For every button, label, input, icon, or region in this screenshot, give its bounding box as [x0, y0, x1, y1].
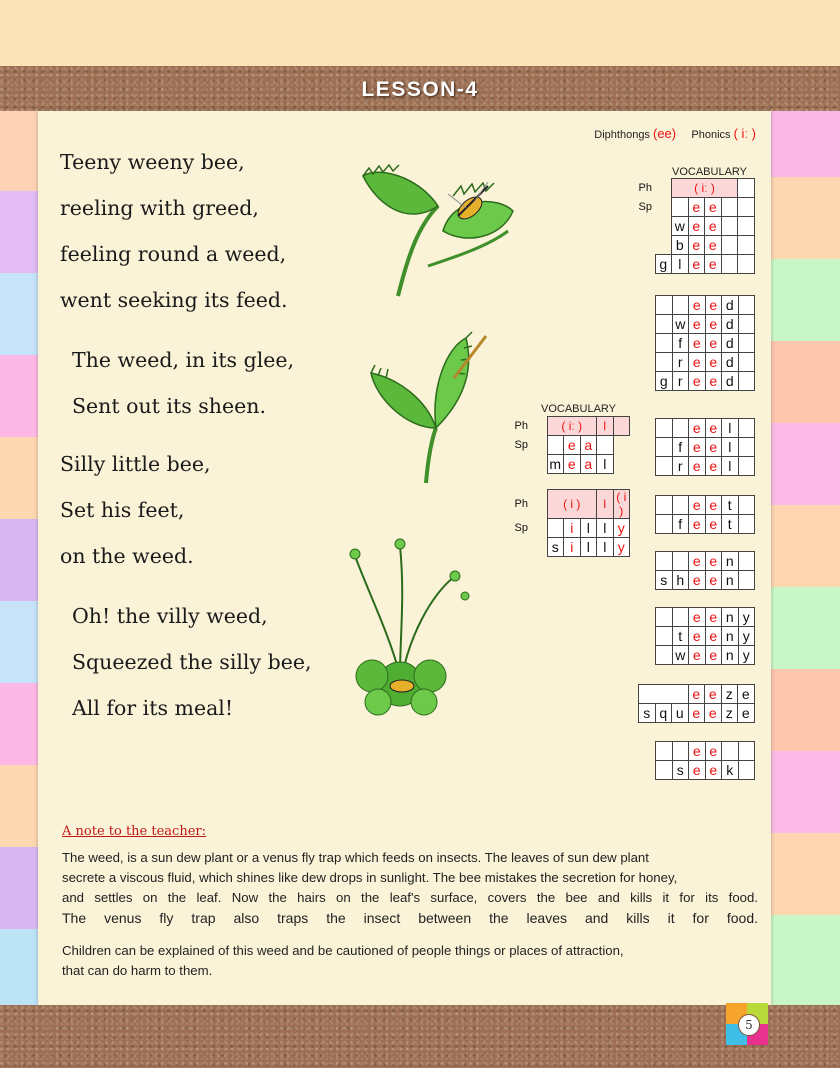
sundew-plant-bee-illustration — [330, 536, 478, 720]
bottom-banner — [0, 1005, 840, 1068]
teacher-note-line: Children can be explained of this weed and be cautioned of people things or places of attraction, — [62, 943, 624, 958]
vocabulary-title: VOCABULARY — [541, 403, 616, 415]
poem-line: Sent out its sheen. — [72, 394, 266, 418]
poem-line: The weed, in its glee, — [72, 348, 295, 372]
phonics-header: Diphthongs (ee) Phonics ( iː ) — [594, 126, 756, 141]
poem-line: All for its meal! — [72, 696, 234, 720]
word-grid-eeze: e e z e s q u e e z e — [638, 684, 755, 723]
lesson-title: LESSON-4 — [361, 78, 479, 101]
teacher-note-line: secrete a viscous fluid, which shines like dew drops in sunlight. The bee mistakes the secretion for honey, — [62, 870, 678, 885]
poem-line: Squeezed the silly bee, — [72, 650, 312, 674]
vocabulary-table-meal: Ph ( iː ) l Sp e a m e a l — [506, 416, 630, 474]
vocabulary-table-main: Ph ( iː ) Sp e e w e e b e e g l e e — [630, 178, 755, 274]
teacher-note-line: and settles on the leaf. Now the hairs on the leaf's surface, covers the bee and kills it for its food. — [62, 890, 758, 905]
word-grid-eeny: e e n y t e e n y w e e n y — [655, 607, 755, 665]
word-grid-eet: e e t f e e t — [655, 495, 755, 534]
top-margin — [0, 0, 840, 66]
page-number: 5 — [738, 1014, 760, 1036]
diphthongs-value: (ee) — [653, 126, 677, 141]
poem-line: Oh! the villy weed, — [72, 604, 268, 628]
poem-line: Silly little bee, — [60, 452, 211, 476]
word-grid-eek: e e s e e k — [655, 741, 755, 780]
poem-line: on the weed. — [60, 544, 194, 568]
word-grid-eel: e e l f e e l r e e l — [655, 418, 755, 476]
teacher-note-line: that can do harm to them. — [62, 963, 213, 978]
vocabulary-title: VOCABULARY — [672, 166, 747, 178]
poem-line: Set his feet, — [60, 498, 185, 522]
word-grid-een: e e n s h e e n — [655, 551, 755, 590]
teacher-note-line: The venus fly trap also traps the insect between the leaves and kills it for food. — [62, 910, 758, 926]
venus-flytrap-closed-illustration — [366, 318, 506, 486]
venus-flytrap-bee-illustration — [358, 136, 518, 298]
teacher-note-line: The weed, is a sun dew plant or a venus fly trap which feeds on insects. The leaves of sun dew plant — [62, 850, 649, 865]
phonics-value: ( iː ) — [733, 126, 756, 141]
word-grid-eed: e e d w e e d f e e d r e e d g r e e d — [655, 295, 755, 391]
teacher-note-title: A note to the teacher: — [62, 824, 206, 839]
poem-line: reeling with greed, — [60, 196, 259, 220]
poem-line: Teeny weeny bee, — [60, 150, 245, 174]
vocabulary-table-silly: Ph ( i ) l ( i ) Sp i l l y s i l l y — [506, 489, 630, 557]
poem-line: went seeking its feed. — [60, 288, 288, 312]
poem-line: feeling round a weed, — [60, 242, 287, 266]
